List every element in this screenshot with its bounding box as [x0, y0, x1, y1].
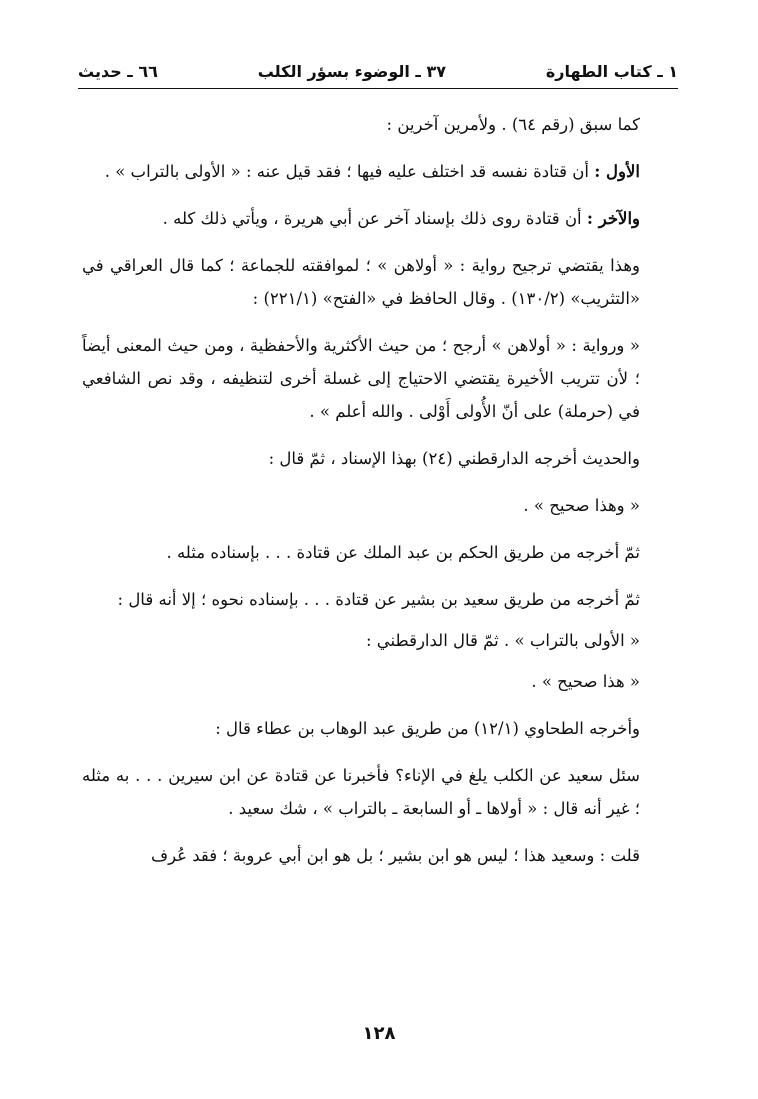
paragraph — [82, 489, 668, 522]
header-divider — [78, 88, 678, 89]
paragraph-text: ثمّ أخرجه من طريق الحكم بن عبد الملك عن قتادة . . . بإسناده مثله . — [166, 543, 640, 562]
header-chapter-title: ٣٧ ـ الوضوء بسؤر الكلب — [257, 61, 446, 81]
paragraph-text: سئل سعيد عن الكلب يلغ في الإناء؟ فأخبرنا عن قتادة عن ابن سيرين . . . به مثله ؛ غير أنه قال : « أولاها ـ أو السابعة ـ بالتراب » ، شك سعيد . — [82, 766, 640, 818]
paragraph — [82, 759, 668, 825]
paragraph-text: أن قتادة روى ذلك بإسناد آخر عن أبي هريرة ، ويأتي ذلك كله . — [162, 209, 587, 228]
paragraph — [82, 155, 668, 188]
paragraph-text: أن قتادة نفسه قد اختلف عليه فيها ؛ فقد قيل عنه : « الأولى بالتراب » . — [104, 162, 595, 181]
page-number: ١٢٨ — [362, 1023, 396, 1044]
header-hadith-number: ٦٦ ـ حديث — [78, 61, 158, 81]
paragraph — [82, 536, 668, 569]
paragraph — [82, 712, 668, 745]
paragraph-text: ثمّ أخرجه من طريق سعيد بن بشير عن قتادة . . . بإسناده نحوه ؛ إلا أنه قال : — [117, 590, 640, 609]
paragraph — [82, 583, 668, 616]
paragraph — [82, 839, 668, 872]
paragraph-lead: والآخر : — [586, 209, 640, 228]
paragraph-text: وأخرجه الطحاوي (١٢/١) من طريق عبد الوهاب بن عطاء قال : — [215, 719, 640, 738]
header-book-title: ١ ـ كتاب الطهارة — [545, 61, 678, 81]
paragraph — [82, 108, 668, 141]
paragraph — [82, 249, 668, 315]
paragraph-text: قلت : وسعيد هذا ؛ ليس هو ابن بشير ؛ بل هو ابن أبي عروبة ؛ فقد عُرف — [150, 846, 640, 865]
page-body — [82, 108, 668, 886]
quoted-paragraph — [82, 329, 668, 428]
paragraph-text: والحديث أخرجه الدارقطني (٢٤) بهذا الإسناد ، ثمّ قال : — [268, 449, 640, 468]
running-header — [78, 58, 678, 84]
paragraph — [82, 202, 668, 235]
paragraph-text: « الأولى بالتراب » . ثمّ قال الدارقطني : — [366, 631, 640, 650]
paragraph-text: وهذا يقتضي ترجيح رواية : « أولاهن » ؛ لموافقته للجماعة ؛ كما قال العراقي في «التثريب» (١٣٠/٢) . وقال الحافظ في «الفتح» (٢٢١/١) : — [82, 256, 640, 308]
paragraph-text: « هذا صحيح » . — [531, 672, 640, 691]
paragraph-text: « ورواية : « أولاهن » أرجح ؛ من حيث الأكثرية والأحفظية ، ومن حيث المعنى أيضاً ؛ لأن تتريب الأخيرة يقتضي الاحتياج إلى غسلة أخرى لتنظيفه ، وقد نص الشافعي في (حرملة) على أنّ الأُولى أَوْلى . والله أعلم » . — [82, 336, 640, 421]
paragraph-lead: الأول : — [594, 162, 640, 181]
paragraph — [82, 624, 668, 657]
paragraph — [82, 442, 668, 475]
paragraph — [82, 665, 668, 698]
paragraph-text: « وهذا صحيح » . — [523, 496, 640, 515]
paragraph-text: كما سبق (رقم ٦٤) . ولأمرين آخرين : — [386, 115, 640, 134]
